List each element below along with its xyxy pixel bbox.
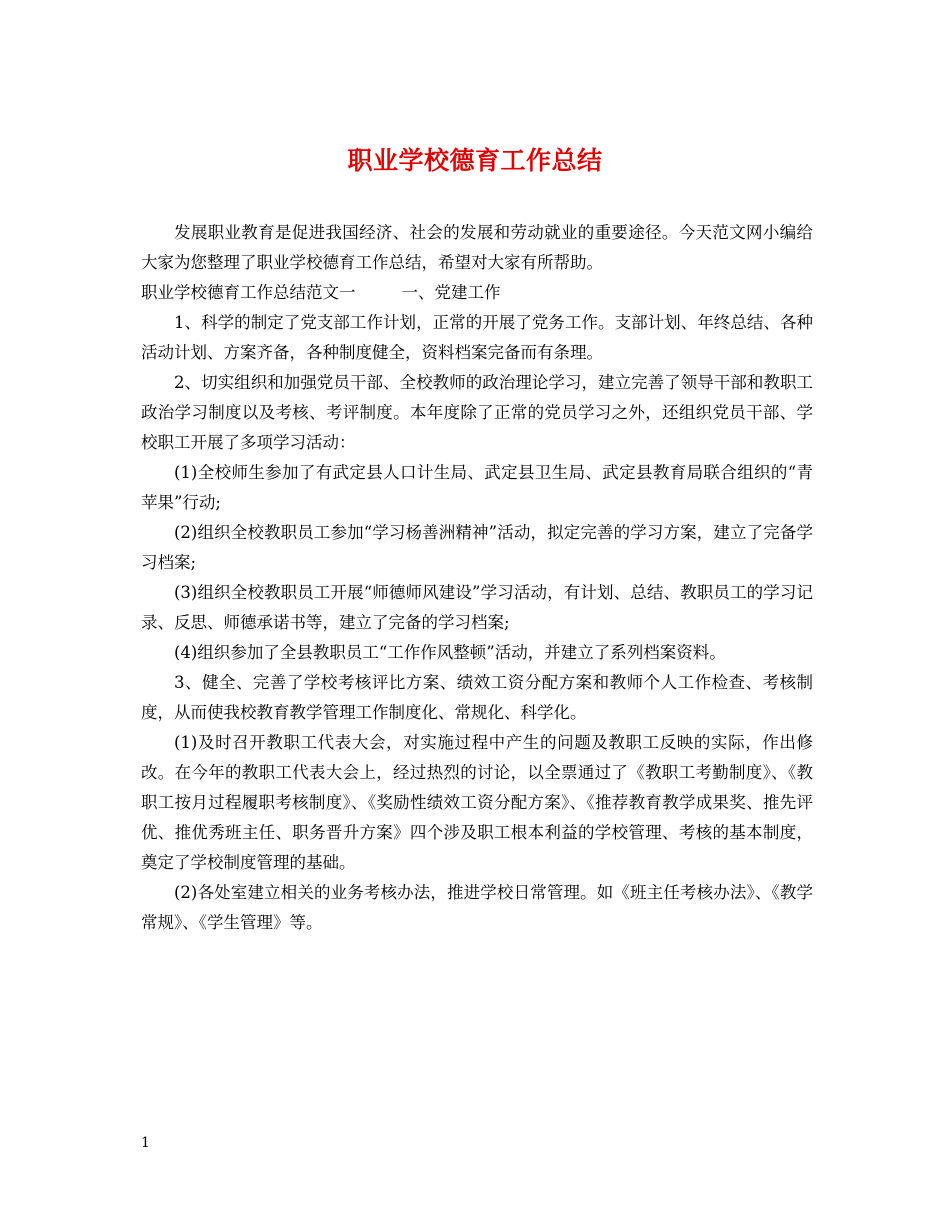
document-body (141, 218, 813, 938)
section-heading-title: 职业学校德育工作总结范文一 (141, 283, 356, 302)
body-paragraph: (2)组织全校教职员工参加“学习杨善洲精神”活动，拟定完善的学习方案，建立了完备学习档案; (141, 523, 813, 572)
body-paragraph: (1)全校师生参加了有武定县人口计生局、武定县卫生局、武定县教育局联合组织的“青苹果”行动; (141, 463, 813, 512)
body-paragraph: (2)各处室建立相关的业务考核办法，推进学校日常管理。如《班主任考核办法》、《教学常规》、《学生管理》等。 (141, 883, 813, 932)
section-heading-subtitle: 一、党建工作 (401, 283, 501, 302)
page-number: 1 (141, 1135, 150, 1151)
body-paragraph: (3)组织全校教职员工开展“师德师风建设”学习活动，有计划、总结、教职员工的学习记录、反思、师德承诺书等，建立了完备的学习档案; (141, 583, 813, 632)
body-paragraph: 2、切实组织和加强党员干部、全校教师的政治理论学习，建立完善了领导干部和教职工政治学习制度以及考核、考评制度。本年度除了正常的党员学习之外，还组织党员干部、学校职工开展了多项学习活动： (141, 373, 813, 452)
body-paragraph: (4)组织参加了全县教职员工“工作作风整顿”活动，并建立了系列档案资料。 (174, 643, 726, 662)
intro-paragraph: 发展职业教育是促进我国经济、社会的发展和劳动就业的重要途径。今天范文网小编给大家为您整理了职业学校德育工作总结，希望对大家有所帮助。 (141, 223, 813, 272)
body-paragraph: 3、健全、完善了学校考核评比方案、绩效工资分配方案和教师个人工作检查、考核制度，从而使我校教育教学管理工作制度化、常规化、科学化。 (141, 673, 813, 722)
document-title: 职业学校德育工作总结 (347, 146, 603, 175)
body-paragraph: (1)及时召开教职工代表大会，对实施过程中产生的问题及教职工反映的实际，作出修改。在今年的教职工代表大会上，经过热烈的讨论，以全票通过了《教职工考勤制度》、《教职工按月过程履职考核制度》、《奖励性绩效工资分配方案》、《推荐教育教学成果奖、推先评优、推优秀班主任、职务晋升方案》四个涉及职工根本利益的学校管理、考核的基本制度，奠定了学校制度管理的基础。 (141, 733, 813, 872)
body-paragraph: 1、科学的制定了党支部工作计划，正常的开展了党务工作。支部计划、年终总结、各种活动计划、方案齐备，各种制度健全，资料档案完备而有条理。 (141, 313, 813, 362)
section-heading (141, 278, 813, 308)
